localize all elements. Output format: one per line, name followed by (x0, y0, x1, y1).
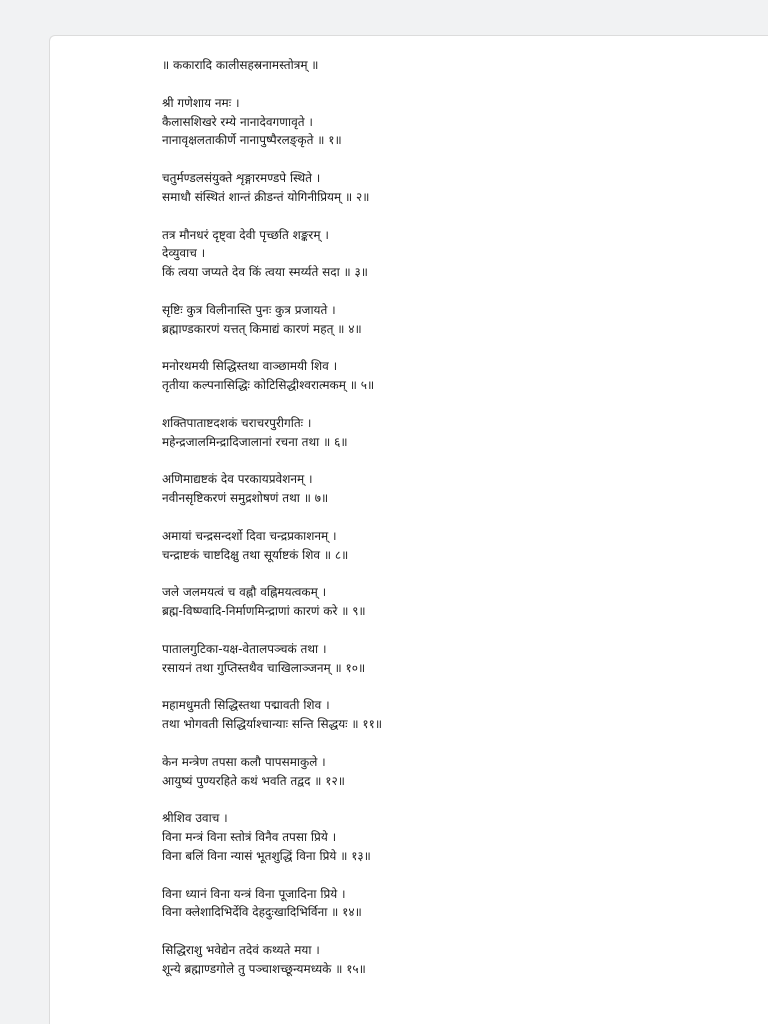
verse-line: अमायां चन्द्रसन्दर्शो दिवा चन्द्रप्रकाशनम् । (162, 528, 337, 543)
verse-line: विना क्लेशादिभिर्देवि देहदुःखादिभिर्विना ॥ १४॥ (162, 905, 362, 920)
verse-line: किं त्वया जप्यते देव किं त्वया स्मर्य्यते सदा ॥ ३॥ (162, 265, 368, 279)
verse-line: कैलासशिखरे रम्ये नानादेवगणावृते । (162, 114, 313, 129)
verse-line: शक्तिपाताष्टदशकं चराचरपुरीगतिः । (162, 415, 312, 430)
verse-stanza (162, 583, 742, 621)
verse-line: तथा भोगवती सिद्धिर्याश्चान्याः सन्ति सिद्धयः ॥ ११॥ (162, 717, 383, 731)
verse-line: नानावृक्षलताकीर्णे नानापुष्पैरलङ्कृते ॥ १॥ (162, 133, 342, 148)
verse-line: महामधुमती सिद्धिस्तथा पद्मावती शिव । (162, 698, 330, 713)
verse-line: अणिमाद्यष्टकं देव परकायप्रवेशनम् । (162, 472, 313, 487)
verse-stanza (162, 301, 742, 339)
verse-stanza (162, 470, 742, 508)
verse-line: तत्र मौनधरं दृष्ट्वा देवी पृच्छति शङ्करम् । (162, 227, 329, 242)
verse-stanza (162, 941, 742, 979)
verse-line: शून्ये ब्रह्माण्डगोले तु पञ्चाशच्छून्यमध्यके ॥ १५॥ (162, 961, 366, 976)
verse-line: समाधौ संस्थितं शान्तं क्रीडन्तं योगिनीप्रियम् ॥ २॥ (162, 189, 370, 204)
verse-stanza (162, 414, 742, 452)
verse-line: ब्रह्म-विष्ण्वादि-निर्माणमिन्द्राणां कारणं करे ॥ ९॥ (162, 604, 366, 618)
verse-line: पातालगुटिका-यक्ष-वेतालपञ्चकं तथा । (162, 641, 327, 656)
stotram-text (162, 56, 742, 979)
verse-stanza (162, 169, 742, 207)
verse-line: विना ध्यानं विना यन्त्रं विना पूजादिना प्रिये । (162, 886, 346, 901)
verse-stanza (162, 357, 742, 395)
verse-stanza (162, 640, 742, 678)
verse-line: विना मन्त्रं विना स्तोत्रं विनैव तपसा प्रिये । (162, 830, 337, 844)
verse-line: तृतीया कल्पनासिद्धिः कोटिसिद्धीश्वरात्मकम् ॥ ५॥ (162, 378, 375, 392)
verse-stanza (162, 753, 742, 791)
verse-stanza (162, 226, 742, 282)
verse-stanza (162, 527, 742, 565)
verse-line: ब्रह्माण्डकारणं यत्तत् किमाद्यं कारणं महत् ॥ ४॥ (162, 321, 362, 336)
verse-line: सिद्धिराशु भवेद्येन तदेवं कथ्यते मया । (162, 943, 320, 957)
verse-line: रसायनं तथा गुप्तिस्तथैव चाखिलाञ्जनम् ॥ १०॥ (162, 660, 366, 675)
verse-line: सृष्टिः कुत्र विलीनास्ति पुनः कुत्र प्रजायते । (162, 302, 336, 317)
verse-line: विना बलिं विना न्यासं भूतशुद्धिं विना प्रिये ॥ १३॥ (162, 848, 371, 863)
document-title: ॥ ककारादि कालीसहस्रनामस्तोत्रम् ॥ (162, 58, 319, 72)
verse-line: देव्युवाच । (162, 246, 206, 261)
verse-line: महेन्द्रजालमिन्द्रादिजालानां रचना तथा ॥ ६॥ (162, 434, 348, 449)
verse-stanza (162, 885, 742, 923)
verse-line: श्रीशिव उवाच । (162, 811, 228, 826)
verse-line: जले जलमयत्वं च वह्नौ वह्निमयत्वकम् । (162, 585, 327, 600)
verse-line: मनोरथमयी सिद्धिस्तथा वाञ्छामयी शिव । (162, 359, 338, 374)
verse-line: आयुष्यं पुण्यरहिते कथं भवति तद्वद ॥ १२॥ (162, 773, 345, 788)
verse-stanza (162, 94, 742, 150)
verse-line: श्री गणेशाय नमः । (162, 95, 240, 110)
verse-line: नवीनसृष्टिकरणं समुद्रशोषणं तथा ॥ ७॥ (162, 491, 329, 505)
document-page (49, 35, 768, 1024)
verse-stanza (162, 696, 742, 734)
verse-line: केन मन्त्रेण तपसा कलौ पापसमाकुले । (162, 754, 326, 769)
verse-line: चतुर्मण्डलसंयुक्ते शृङ्गारमण्डपे स्थिते । (162, 171, 321, 185)
verse-line: चन्द्राष्टकं चाष्टदिक्षु तथा सूर्याष्टकं शिव ॥ ८॥ (162, 547, 349, 562)
stanza-list (162, 94, 742, 979)
verse-stanza (162, 809, 742, 865)
